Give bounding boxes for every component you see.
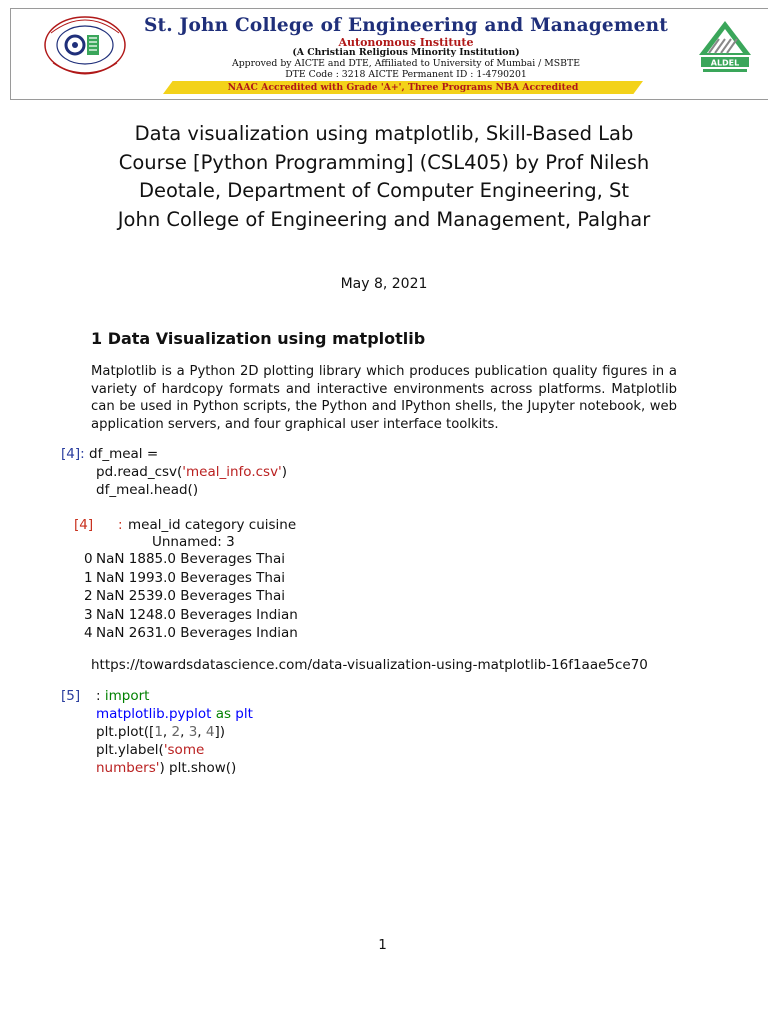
autonomous-label: Autonomous Institute [338,36,474,49]
code-line: : import [96,688,150,704]
code-line: df_meal = [89,446,159,462]
output-prompt: [4] [74,517,94,533]
input-prompt: [4]: [61,446,85,462]
title-line: Data visualization using matplotlib, Skill-Based Lab [134,122,634,145]
minority-label: (A Christian Religious Minority Institution) [292,47,520,58]
reference-url: https://towardsdatascience.com/data-visualization-using-matplotlib-16f1aae5ce70 [91,657,648,673]
table-row: NaN 1885.0 Beverages Thai [96,551,285,567]
row-index: 3 [84,607,93,623]
title-line: Deotale, Department of Computer Engineering, St [138,179,630,202]
approval-line: Approved by AICTE and DTE, Affiliated to University of Mumbai / MSBTE [232,58,580,69]
title-line: John College of Engineering and Management, Palghar [117,207,651,231]
section-heading: 1 Data Visualization using matplotlib [91,329,426,348]
table-header-unnamed: Unnamed: 3 [152,534,235,550]
output-colon: : [118,517,123,533]
table-row: NaN 1993.0 Beverages Thai [96,570,285,586]
code-line: plt.plot([1, 2, 3, 4]) [96,724,226,740]
input-prompt: [5] [61,688,81,704]
document-title [60,120,708,234]
table-row: NaN 2539.0 Beverages Thai [96,588,285,604]
code-line: pd.read_csv('meal_info.csv') [96,464,288,480]
page-number: 1 [378,937,387,953]
intro-paragraph: Matplotlib is a Python 2D plotting library which produces publication quality figures in a variety of hardcopy formats and interactive environments across platforms. Matplotlib can be used in Python scripts, the Python and IPython shells, the Jupyter notebook, web application servers, and four graphical user interface toolkits. [91,364,677,432]
table-row: NaN 2631.0 Beverages Indian [96,625,298,641]
row-index: 2 [84,588,93,604]
table-header: meal_id category cuisine [128,517,297,533]
title-line: Course [Python Programming] (CSL405) by Prof Nilesh [118,150,650,174]
college-name: St. John College of Engineering and Management [143,15,669,36]
naac-accreditation: NAAC Accredited with Grade 'A+', Three Programs NBA Accredited [227,82,579,93]
dte-code-line: DTE Code : 3218 AICTE Permanent ID : 1-4790201 [285,69,527,80]
row-index: 1 [84,570,93,586]
aldel-trust-logo-icon [695,19,755,77]
svg-text:ALDEL: ALDEL [710,58,740,68]
code-line: plt.ylabel('some [96,742,205,758]
code-line: numbers') plt.show() [96,760,237,776]
table-row: NaN 1248.0 Beverages Indian [96,607,298,623]
letterhead [10,8,768,100]
row-index: 0 [84,551,93,567]
code-line: df_meal.head() [96,482,199,498]
code-line: matplotlib.pyplot as plt [96,706,253,722]
document-date: May 8, 2021 [340,276,428,292]
row-index: 4 [84,625,93,641]
